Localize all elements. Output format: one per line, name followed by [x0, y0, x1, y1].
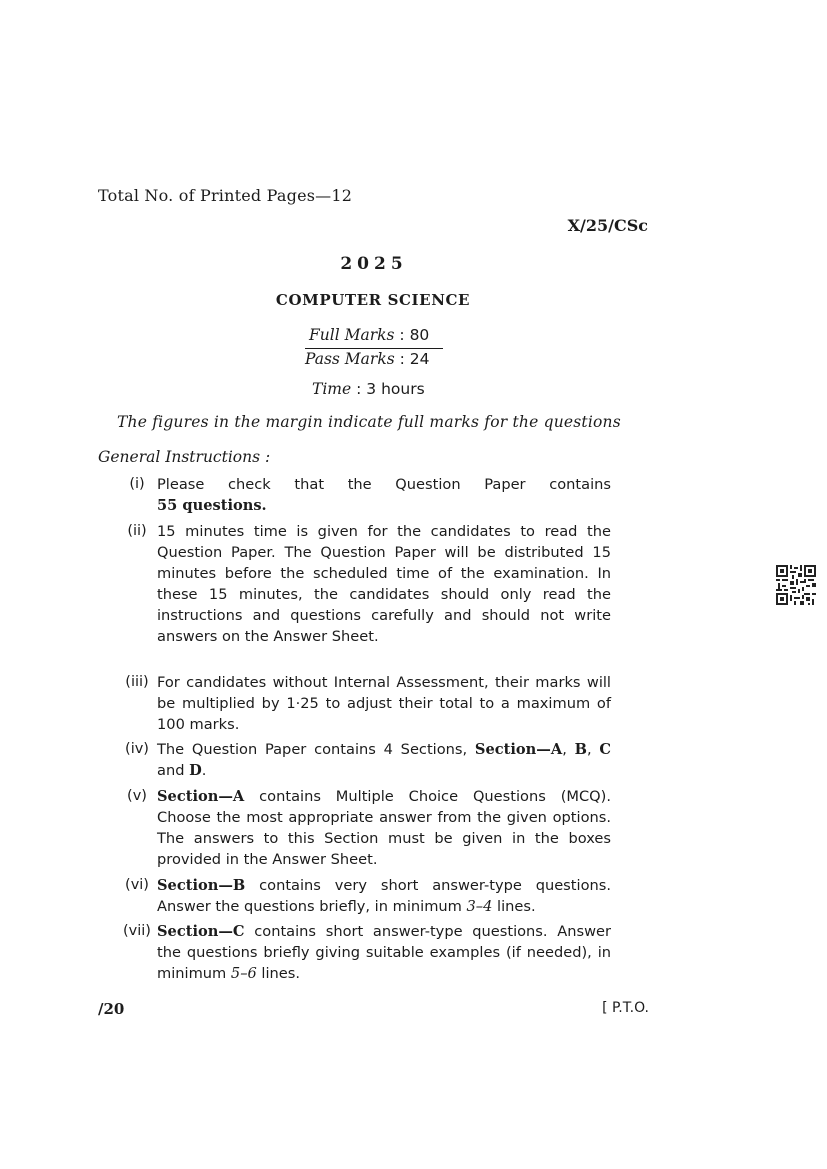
pass-marks-separator: : — [399, 350, 405, 368]
instruction-number: (i) — [129, 476, 145, 492]
instruction-item — [98, 875, 611, 917]
printed-pages-count: Total No. of Printed Pages—12 — [98, 186, 353, 205]
full-marks-label: Full Marks — [309, 326, 395, 344]
instruction-number: (iv) — [125, 741, 149, 757]
instruction-text: Section—A contains Multiple Choice Questions (MCQ). Choose the most appropriate answer from the given options. The answers to this Section must be given in the boxes provided in the Answer Sheet. — [157, 788, 611, 868]
instruction-number: (vi) — [125, 877, 149, 893]
paper-code: X/25/CSc — [567, 216, 648, 235]
instruction-item — [98, 739, 611, 781]
instruction-number: (vii) — [123, 923, 151, 939]
instruction-text — [157, 474, 611, 516]
instruction-line: 55 questions. — [157, 497, 267, 514]
instruction-item — [98, 786, 611, 870]
marks-divider — [305, 348, 443, 349]
margin-marks-note: The figures in the margin indicate full marks for the questions — [117, 413, 621, 431]
exam-time — [312, 380, 425, 398]
subject-title: COMPUTER SCIENCE — [275, 291, 471, 309]
instruction-line: Please check that the Question Paper contains — [157, 476, 611, 493]
instruction-item — [98, 921, 611, 984]
full-marks-value: 80 — [409, 326, 430, 344]
qr-code-icon — [776, 565, 816, 605]
instruction-item — [98, 672, 611, 735]
exam-year: 2025 — [340, 254, 408, 274]
instruction-text: For candidates without Internal Assessment, their marks will be multiplied by 1·25 to adjust their total to a maximum of 100 marks. — [157, 674, 611, 733]
general-instructions-heading: General Instructions : — [98, 448, 271, 466]
instruction-item — [98, 474, 611, 516]
time-label: Time — [312, 380, 352, 398]
pass-marks-value: 24 — [409, 350, 430, 368]
instruction-text: Section—B contains very short answer-type questions. Answer the questions briefly, in minimum 3–4 lines. — [157, 877, 611, 915]
instruction-item — [98, 521, 611, 647]
time-separator: : — [356, 380, 362, 398]
pass-marks — [305, 350, 430, 368]
footer-copies: /20 — [98, 1000, 125, 1018]
instruction-text: Section—C contains short answer-type questions. Answer the questions briefly giving suitable examples (if needed), in minimum 5–6 lines. — [157, 923, 611, 982]
instruction-number: (ii) — [127, 523, 147, 539]
instruction-text: 15 minutes time is given for the candidates to read the Question Paper. The Question Paper will be distributed 15 minutes before the scheduled time of the examination. In these 15 minutes, the candidates should only read the instructions and questions carefully and should not write answers on the Answer Sheet. — [157, 523, 611, 645]
pass-marks-label: Pass Marks — [305, 350, 395, 368]
footer-pto: [ P.T.O. — [602, 1000, 649, 1016]
instruction-number: (iii) — [125, 674, 149, 690]
time-value: 3 hours — [366, 380, 425, 398]
instruction-number: (v) — [127, 788, 147, 804]
instruction-text: The Question Paper contains 4 Sections, Section—A, B, C and D. — [157, 741, 611, 779]
full-marks — [309, 326, 429, 344]
full-marks-separator: : — [399, 326, 405, 344]
